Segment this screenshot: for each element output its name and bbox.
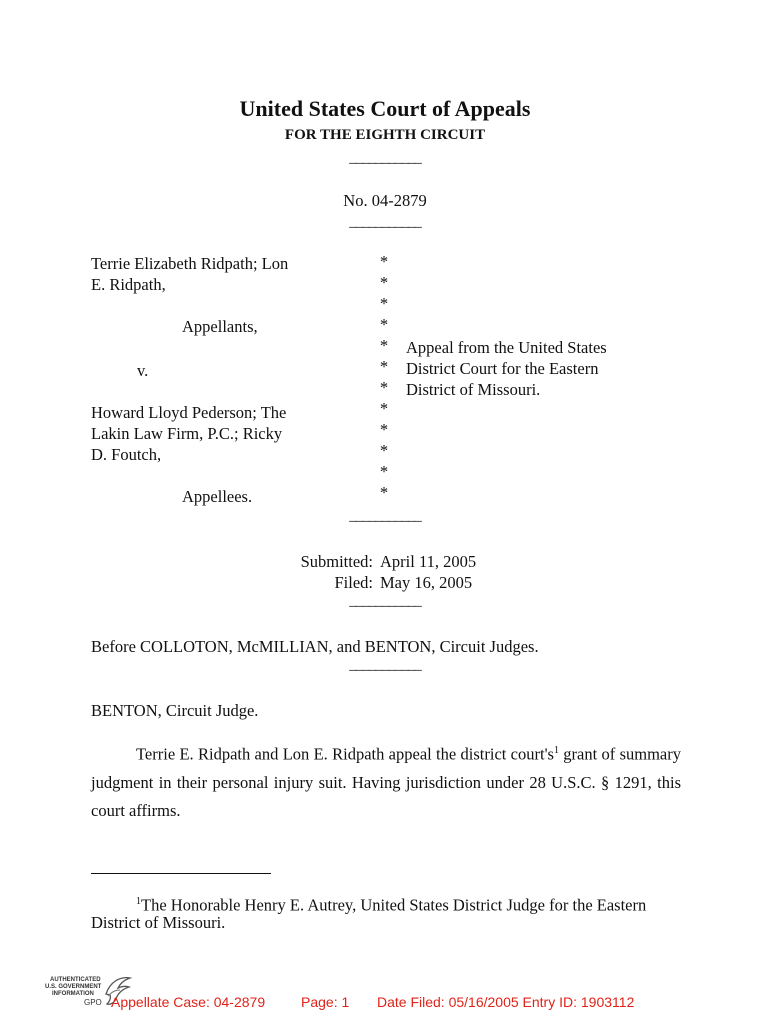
logo-text: U.S. GOVERNMENT: [45, 984, 102, 990]
separator-line: ___________: [349, 214, 421, 230]
separator-line: ___________: [349, 593, 421, 609]
caption-star: *: [379, 357, 389, 376]
opinion-text: Terrie E. Ridpath and Lon E. Ridpath appeal the district court's: [136, 744, 554, 764]
caption-star: *: [379, 294, 389, 313]
caption-star: *: [379, 483, 389, 502]
footnote-text: District of Missouri.: [91, 913, 226, 932]
logo-text: AUTHENTICATED: [50, 977, 101, 983]
logo-text: GPO: [84, 998, 102, 1007]
separator-line: ___________: [349, 508, 421, 524]
footer-case-number: Appellate Case: 04-2879: [111, 994, 266, 1010]
filed-label: Filed:: [334, 573, 373, 592]
caption-star: *: [379, 399, 389, 418]
caption-star: *: [379, 462, 389, 481]
caption-star: *: [379, 420, 389, 439]
opinion-text: grant of summary judgment in their personal injury suit. Having jurisdiction under 28 U.S.C. § 1291, this court affirms.: [91, 744, 681, 820]
appeal-origin-line: District Court for the Eastern: [406, 359, 599, 378]
appellees-name: Howard Lloyd Pederson; The: [91, 403, 287, 422]
logo-text: INFORMATION: [52, 991, 94, 997]
opinion-paragraph: [91, 737, 681, 825]
appellants-role: Appellants,: [182, 317, 258, 336]
appellees-role: Appellees.: [182, 487, 253, 506]
case-number: No. 04-2879: [343, 191, 427, 210]
opinion-author: BENTON, Circuit Judge.: [91, 701, 259, 720]
caption-star: *: [379, 273, 389, 292]
separator-line: ___________: [349, 657, 421, 673]
footer-date-filed: Date Filed: 05/16/2005 Entry ID: 1903112: [377, 994, 635, 1010]
footnote-marker: 1: [136, 896, 141, 907]
appeal-origin-line: Appeal from the United States: [406, 338, 607, 357]
appellants-name: Terrie Elizabeth Ridpath; Lon: [91, 254, 289, 273]
circuit-name: FOR THE EIGHTH CIRCUIT: [284, 127, 486, 143]
caption-star: *: [379, 252, 389, 271]
appeal-origin-line: District of Missouri.: [406, 380, 541, 399]
court-title: United States Court of Appeals: [239, 96, 531, 121]
appellees-name: D. Foutch,: [91, 445, 162, 464]
submitted-date: April 11, 2005: [380, 552, 477, 571]
separator-line: ___________: [349, 150, 421, 166]
footnote-reference[interactable]: 1: [553, 745, 559, 756]
panel-judges: Before COLLOTON, McMILLIAN, and BENTON, Circuit Judges.: [91, 637, 539, 656]
caption-star: *: [379, 441, 389, 460]
footer-page-number: Page: 1: [301, 994, 350, 1010]
caption-star: *: [379, 378, 389, 397]
caption-star-column: [377, 251, 391, 503]
caption-star: *: [379, 315, 389, 334]
footnote-rule: [91, 873, 271, 874]
caption-star: *: [379, 336, 389, 355]
appeal-origin: [406, 337, 607, 400]
footnote-text: $^1$The Honorable Henry E. Autrey, United States District Judge for the Eastern: [136, 895, 647, 915]
submitted-label: Submitted:: [300, 552, 373, 571]
appellees-name: Lakin Law Firm, P.C.; Ricky: [91, 424, 283, 443]
versus: v.: [137, 361, 149, 380]
filed-date: May 16, 2005: [380, 573, 473, 592]
appellants-name: E. Ridpath,: [91, 275, 166, 294]
